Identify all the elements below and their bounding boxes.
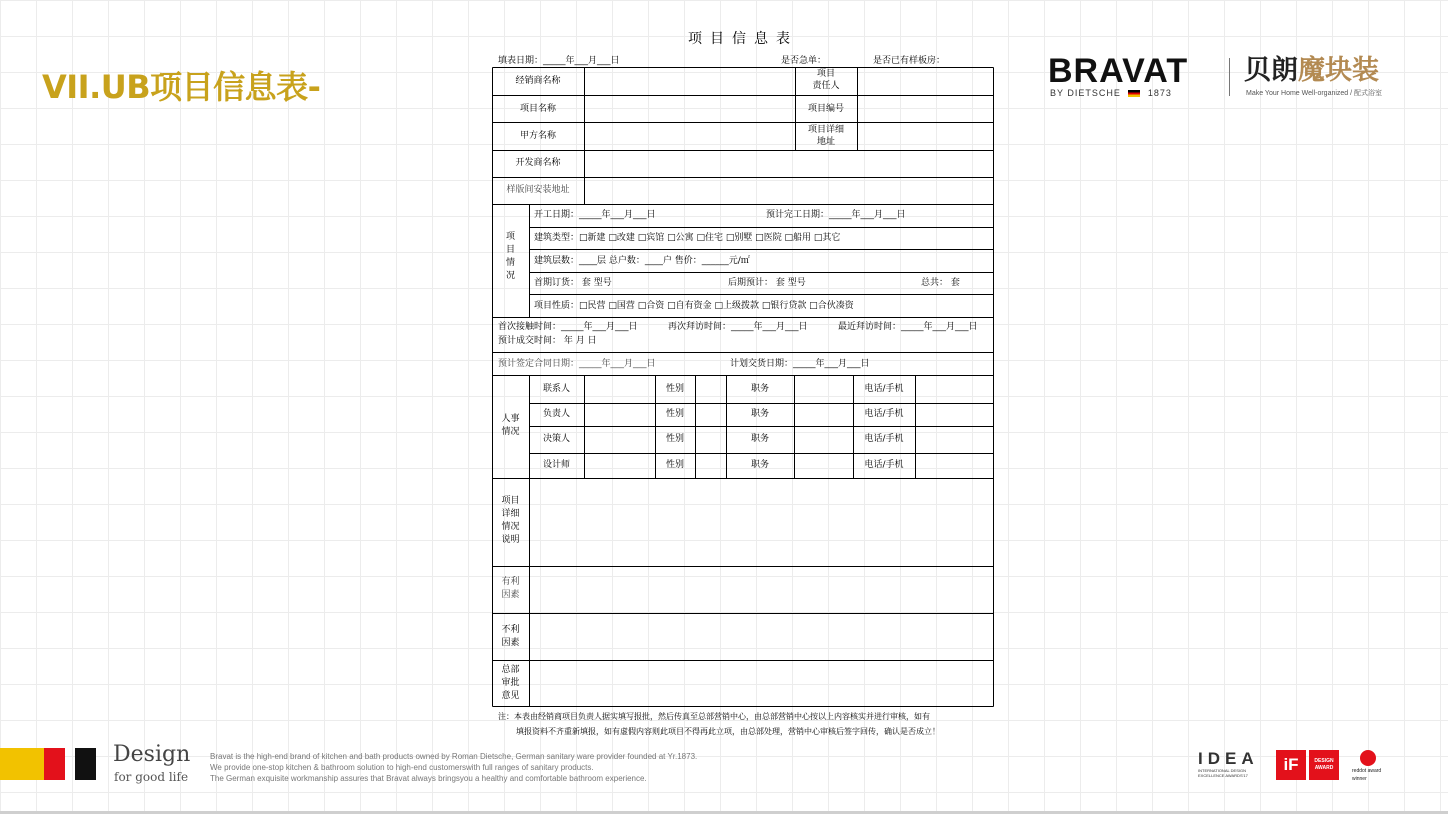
role-responsible: 负责人 — [542, 409, 570, 419]
label-project-name: 项目名称 — [519, 104, 556, 114]
role-decision-maker: 决策人 — [542, 434, 570, 444]
urgent-order: 是否急单： — [781, 56, 827, 66]
idea-award-caption: INTERNATIONAL DESIGN EXCELLENCE AWARDS'17 — [1198, 768, 1248, 778]
gender-label: 性别 — [665, 409, 684, 419]
building-type: 建筑类型：□新建 □改建 □宾馆 □公寓 □住宅 □别墅 □医院 □船用 □其它 — [534, 233, 841, 243]
start-date: 开工日期：_____年___月___日 — [534, 210, 656, 220]
finish-date: 预计完工日期：_____年___月___日 — [766, 210, 906, 220]
expected-deal-time: 预计成交时间： 年 月 日 — [498, 336, 597, 346]
if-award-caption: DESIGN AWARD — [1309, 750, 1339, 780]
role-contact: 联系人 — [542, 384, 570, 394]
position-label: 职务 — [750, 409, 769, 419]
footer-stripe-yellow — [0, 748, 44, 780]
brand-cn-part2: 魔块装 — [1298, 55, 1379, 86]
label-project-no: 项目编号 — [807, 104, 844, 114]
fill-date: 填表日期：_____年___月___日 — [498, 56, 620, 66]
reddot-award-sub: winner — [1352, 776, 1367, 782]
if-award-logo — [1276, 750, 1340, 784]
footer-text-line3: The German exquisite workmanship assures that Bravat always bringsyou a healthy and comfortable bathroom experience. — [210, 774, 647, 783]
brand-logo — [1048, 52, 1408, 102]
position-label: 职务 — [750, 434, 769, 444]
phone-label: 电话/手机 — [864, 434, 904, 444]
form-title: 项目信息表 — [688, 31, 798, 47]
brand-divider — [1229, 58, 1230, 96]
label-project-situation: 项 目 情 况 — [505, 232, 515, 281]
label-project-address: 项目详细 地址 — [807, 125, 844, 147]
brand-subline — [1050, 88, 1172, 98]
brand-cn-tagline: Make Your Home Well-organized / 配式浴室 — [1246, 90, 1383, 97]
building-floors: 建筑层数：____层 总户数：____户 售价：______元/㎡ — [534, 256, 750, 266]
role-designer: 设计师 — [542, 460, 570, 470]
footer-design-subtitle: for good life — [114, 770, 189, 784]
gender-label: 性别 — [665, 384, 684, 394]
slide-title: VII.UB项目信息表- — [42, 68, 321, 106]
sample-room-question: 是否已有样板房： — [873, 56, 946, 66]
project-info-form — [492, 67, 994, 707]
idea-award-logo — [1198, 750, 1264, 784]
later-forecast: 后期预计： 套 型号 — [728, 278, 806, 288]
if-award-mark: iF — [1276, 750, 1306, 780]
phone-label: 电话/手机 — [864, 384, 904, 394]
reddot-award-caption: reddot award — [1352, 768, 1382, 774]
phone-label: 电话/手机 — [864, 460, 904, 470]
first-contact-time: 首次接触时间：_____年___月___日 — [498, 322, 638, 332]
label-sample-address: 样版间安装地址 — [506, 185, 570, 195]
label-dealer-name: 经销商名称 — [515, 76, 561, 86]
idea-award-mark: IDEA — [1198, 749, 1259, 768]
german-flag-icon — [1128, 90, 1140, 97]
latest-visit-time: 最近拜访时间：_____年___月___日 — [838, 322, 978, 332]
label-hq-approval: 总部 审批 意见 — [501, 665, 520, 701]
brand-sub-left: BY DIETSCHE — [1050, 88, 1121, 98]
project-nature: 项目性质：□民营 □国营 □合资 □自有资金 □上级拨款 □银行贷款 □合伙凑资 — [534, 301, 854, 311]
footer-stripe-black — [75, 748, 96, 780]
reddot-award-logo — [1352, 750, 1402, 784]
brand-cn-name — [1244, 54, 1379, 88]
phone-label: 电话/手机 — [864, 409, 904, 419]
position-label: 职务 — [750, 384, 769, 394]
label-project-owner: 项目 责任人 — [812, 69, 840, 91]
brand-name: BRAVAT — [1048, 52, 1189, 90]
footer-text-line2: We provide one-stop kitchen & bathroom solution to high-end customerswith full ranges of sanitary products. — [210, 763, 594, 772]
label-unfavorable-factors: 不利 因素 — [501, 625, 520, 648]
brand-cn-part1: 贝朗 — [1244, 55, 1298, 86]
delivery-date: 计划交货日期：_____年___月___日 — [730, 359, 870, 369]
form-note-line1: 注：本表由经销商项目负责人据实填写报批，然后传真至总部营销中心，由总部营销中心按以上内容核实并进行审核，如有 — [498, 712, 930, 721]
brand-sub-right: 1873 — [1147, 88, 1172, 98]
label-developer: 开发商名称 — [515, 158, 561, 168]
total-sets: 总共： 套 — [921, 278, 960, 288]
form-note-line2: 填报资料不齐重新填报，如有虚假内容则此项目不得再此立项，由总部处理，营销中心审核后签字回传，确认是否成立！ — [516, 727, 940, 736]
label-project-details: 项目 详细 情况 说明 — [501, 496, 520, 545]
gender-label: 性别 — [665, 434, 684, 444]
footer-stripe-red — [44, 748, 65, 780]
footer-text-line1: Bravat is the high-end brand of kitchen and bath products owned by Roman Dietsche, German sanitary ware provider founded at Yr.1873. — [210, 752, 698, 761]
first-order: 首期订货： 套 型号 — [534, 278, 612, 288]
label-party-a: 甲方名称 — [519, 131, 556, 141]
reddot-icon — [1360, 750, 1376, 766]
position-label: 职务 — [750, 460, 769, 470]
contract-sign-date: 预计签定合同日期：_____年___月___日 — [498, 359, 656, 369]
label-favorable-factors: 有利 因素 — [501, 577, 520, 600]
footer-design-title: Design — [113, 742, 191, 767]
next-visit-time: 再次拜访时间：_____年___月___日 — [668, 322, 808, 332]
label-personnel: 人事 情况 — [501, 414, 520, 437]
gender-label: 性别 — [665, 460, 684, 470]
